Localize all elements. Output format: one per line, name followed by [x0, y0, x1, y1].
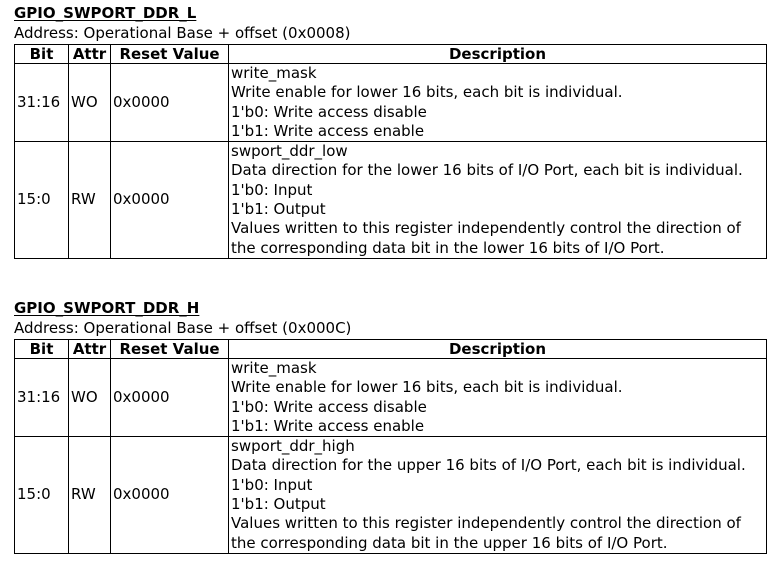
field-name: write_mask [231, 64, 317, 82]
description-cell [229, 142, 767, 259]
description-line: Values written to this register independently control the direction of the corresponding data bit in the upper 16 bits of I/O Port. [231, 514, 741, 552]
bit-cell: 15:0 [15, 437, 69, 554]
reset-value-cell: 0x0000 [111, 437, 229, 554]
table-row [15, 437, 767, 554]
description-line: Write enable for lower 16 bits, each bit is individual. [231, 83, 623, 102]
table-row [15, 64, 767, 142]
header-bit: Bit [15, 340, 69, 359]
header-reset-value: Reset Value [111, 340, 229, 359]
description-line: Write enable for lower 16 bits, each bit is individual. [231, 378, 623, 397]
table-row [15, 142, 767, 259]
header-description: Description [229, 340, 767, 359]
field-name: swport_ddr_low [231, 142, 348, 161]
table-header-row [15, 45, 767, 64]
header-bit: Bit [15, 45, 69, 64]
header-attr: Attr [69, 340, 111, 359]
bit-cell: 15:0 [15, 142, 69, 259]
header-attr: Attr [69, 45, 111, 64]
field-name: write_mask [231, 359, 317, 377]
description-cell [229, 359, 767, 437]
description-cell [229, 64, 767, 142]
register-address: Address: Operational Base + offset (0x0008) [14, 24, 351, 42]
description-line: 1'b0: Input [231, 475, 313, 494]
attr-cell: WO [69, 64, 111, 142]
register-section [14, 4, 766, 259]
table-header-row [15, 340, 767, 359]
attr-cell: WO [69, 359, 111, 437]
description-line: Data direction for the upper 16 bits of I/O Port, each bit is individual. [231, 456, 746, 475]
description-line: 1'b0: Write access disable [231, 397, 427, 416]
register-table [14, 339, 767, 554]
bit-cell: 31:16 [15, 359, 69, 437]
description-line: Values written to this register independently control the direction of the corresponding data bit in the lower 16 bits of I/O Port. [231, 219, 741, 257]
reset-value-cell: 0x0000 [111, 142, 229, 259]
attr-cell: RW [69, 142, 111, 259]
bit-cell: 31:16 [15, 64, 69, 142]
header-description: Description [229, 45, 767, 64]
description-line: 1'b1: Output [231, 200, 326, 219]
description-line: 1'b0: Input [231, 180, 313, 199]
register-title: GPIO_SWPORT_DDR_L [14, 4, 197, 22]
header-reset-value: Reset Value [111, 45, 229, 64]
description-line: 1'b1: Write access enable [231, 121, 425, 140]
register-title: GPIO_SWPORT_DDR_H [14, 299, 200, 317]
description-line: Data direction for the lower 16 bits of I/O Port, each bit is individual. [231, 161, 743, 180]
attr-cell: RW [69, 437, 111, 554]
reset-value-cell: 0x0000 [111, 359, 229, 437]
field-name: swport_ddr_high [231, 437, 355, 456]
description-line: 1'b1: Output [231, 495, 326, 514]
register-address: Address: Operational Base + offset (0x000C) [14, 319, 352, 337]
description-line: 1'b1: Write access enable [231, 416, 425, 435]
reset-value-cell: 0x0000 [111, 64, 229, 142]
register-section [14, 299, 766, 554]
table-row [15, 359, 767, 437]
register-table [14, 44, 767, 259]
description-cell [229, 437, 767, 554]
description-line: 1'b0: Write access disable [231, 102, 427, 121]
